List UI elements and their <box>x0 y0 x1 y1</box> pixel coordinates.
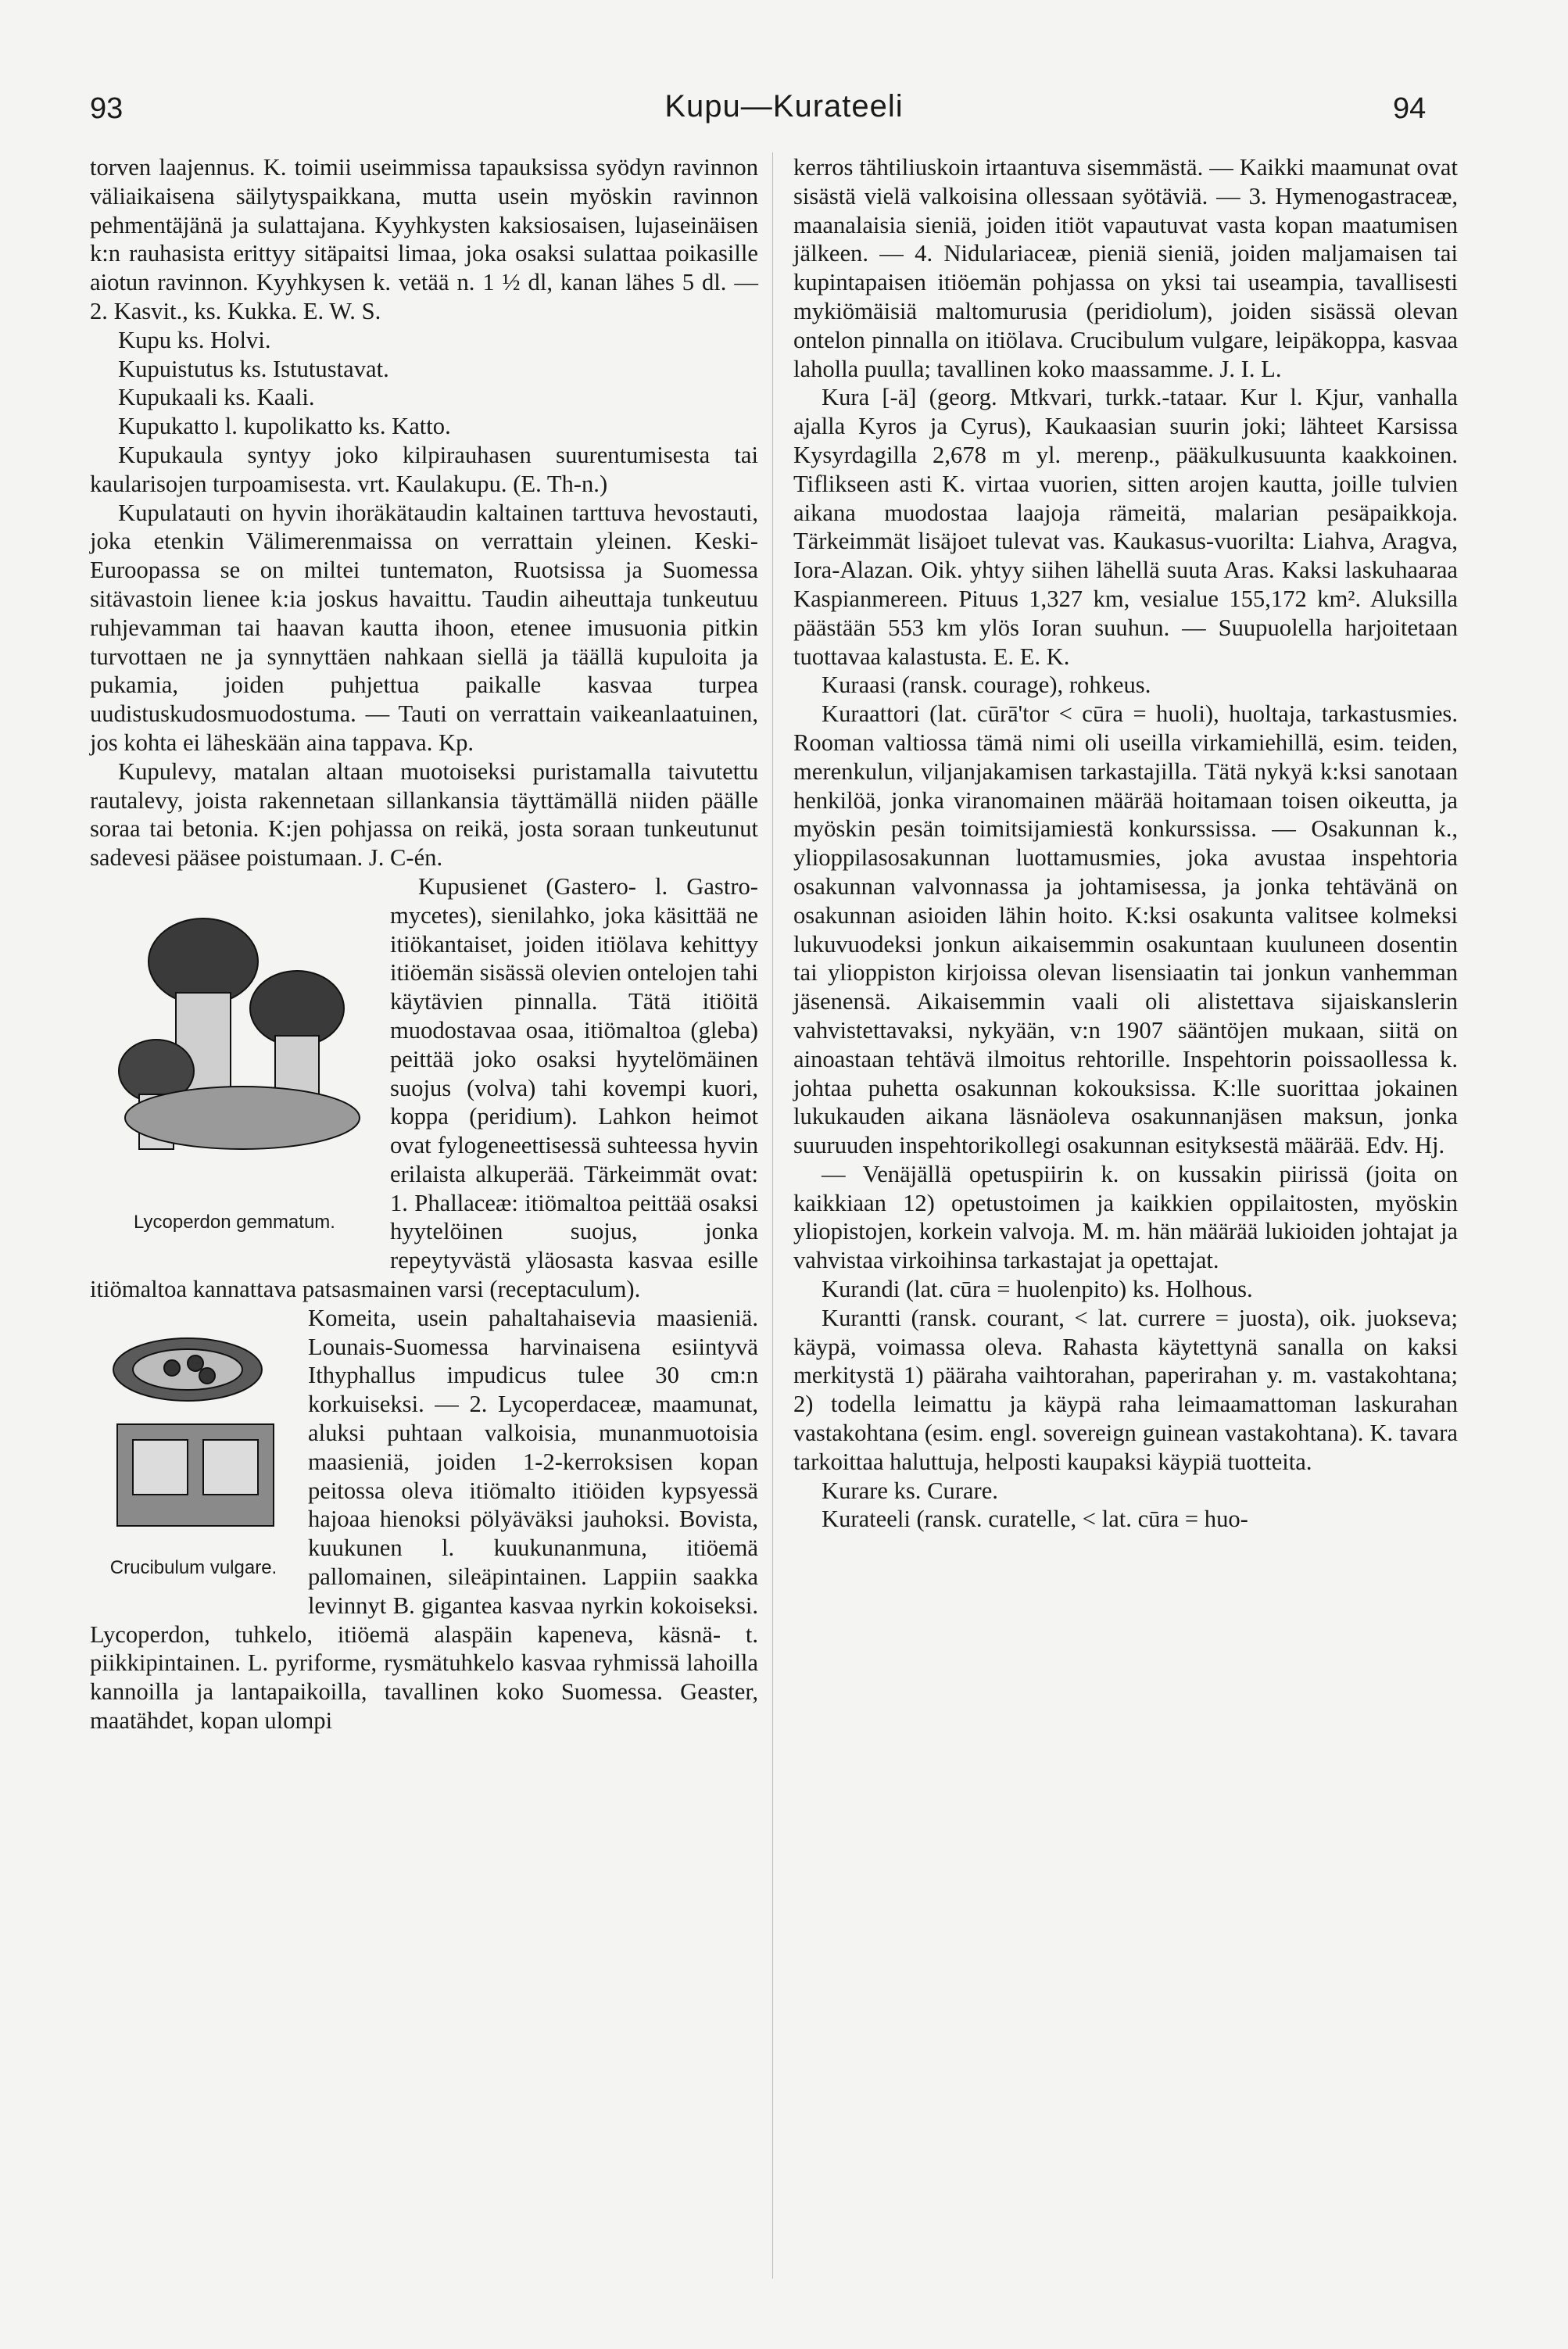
entry-kupusienet-end: kerros tähtiliuskoin irtaantuva sisemmästä. — Kaikki maamunat ovat sisästä vielä valkoisina ollessaan syötäviä. — 3. Hymenogastraceæ, maanalaisia sieniä, joiden itiöt vapautuvat vasta kopan maatumisen jälkeen. — 4. Nidulariaceæ, pieniä sieniä, joiden maljamaisen tai kupintapaisen itiöemän pohjassa on yksi tai useampia, tavallisesti mykiömäisiä maltomurusia (peridiolum), joiden sisässä olevan ontelon pinnalla on itiölava. Crucibulum vulgare, leipäkoppa, kasvaa laholla puulla; tavallinen koko maassamme. J. I. L. <box>793 154 1458 382</box>
entry-kuraattori-venaja: — Venäjällä opetuspiirin k. on kussakin piirissä (joita on kaikkiaan 12) opetustoimen ja kaikkien oppilaitosten, myöskin yliopistojen, korkein valvoja. M. m. hän määrää lukioiden johtajat ja vahvistaa virkoihinsa tarkastajat ja opettajat. <box>793 1160 1458 1274</box>
page-header <box>0 89 1568 131</box>
entry-kurateeli: Kurateeli (ransk. curatelle, < lat. cūra = huo- <box>822 1506 1248 1533</box>
column-divider <box>772 152 773 2279</box>
entry-kura: Kura [-ä] (georg. Mtkvari, turkk.-tataar. Kur l. Kjur, vanhalla ajalla Kyros ja Cyrus), Kaukaasian suurin joki; lähteet Karsissa Kysyrdagilla 2,678 m yl. merenp., pääkulkusuunta kaakkoinen. Tiflikseen asti K. virtaa vuorien, sitten arojen kautta, joille tulvien aikana muodostaa laajoja rämeitä, malarian pesäpaikkoja. Tärkeimmät lisäjoet tulevat vas. Kaukasus-vuorilta: Liahva, Aragva, Iora-Alazan. Oik. yhtyy siihen lähellä suuta Aras. Kaksi laskuhaaraa Kaspianmereen. Pituus 1,327 km, vesialue 155,172 km². Aluksilla päästään 553 km ylös Ioran suuhun. — Suupuolella harjoitetaan tuottavaa kalastusta. E. E. K. <box>793 384 1458 670</box>
entry-kupukaali: Kupukaali ks. Kaali. <box>118 384 315 411</box>
figure-crucibulum <box>90 1307 297 1616</box>
lycoperdon-illustration <box>94 876 375 1212</box>
page-number-right: 94 <box>1393 92 1427 125</box>
right-column <box>793 153 1458 1534</box>
entry-kupukaula: Kupukaula syntyy joko kilpirauhasen suurentumisesta tai kaularisojen turpoamisesta. vrt. Kaulakupu. (E. Th-n.) <box>90 441 758 497</box>
entry-kupuistutus: Kupuistutus ks. Istutustavat. <box>118 355 389 382</box>
entry-kurantti: Kurantti (ransk. courant, < lat. currere = juosta), oik. juokseva; käypä, voimassa oleva. Rahasta käytettynä sanalla on kaksi merkitystä 1) pääraha vaihtorahan, paperirahan y. m. vastakohtana; 2) todella leimattu ja käypä raha leimaamattoman laskurahan vastakohtana (esim. engl. sovereign guinean vastakohtana). K. tavara tarkoittaa haluttuja, helposti kaupaksi käypiä tuotteita. <box>793 1304 1458 1475</box>
entry-kupulatauti: Kupulatauti on hyvin ihoräkätaudin kaltainen tarttuva hevostauti, joka etenkin Välimerenmaissa on verrattain yleinen. Keski-Euroopassa se on miltei tuntematon, Ruotsissa ja Suomessa sitävastoin lienee k:ia joskus havaittu. Taudin aiheuttaja tunkeutuu ruhjevamman tai haavan kautta ihoon, etenee imusuonia pitkin turvottaen ne ja synnyttäen nahkaan siellä ja täällä kupuloita ja pukamia, joiden puhjettua paikalle kasvaa turpea uudistuskudosmuodostuma. — Tauti on verrattain vaikeanlaatuinen, jos kohta ei läheskään aina tappava. Kp. <box>90 499 758 756</box>
figure-caption-lycoperdon: Lycoperdon gemmatum. <box>134 1211 335 1233</box>
left-column <box>90 153 758 1735</box>
entry-kupukatto: Kupukatto l. kupolikatto ks. Katto. <box>118 413 451 440</box>
crucibulum-illustration <box>94 1307 293 1557</box>
page-number-left: 93 <box>90 92 124 125</box>
entry-kuraattori: Kuraattori (lat. cūrā'tor < cūra = huoli), huoltaja, tarkastusmies. Rooman valtiossa tämä nimi oli useilla virkamiehillä, esim. teiden, merenkulun, viljanjakamisen tarkastajilla. Tätä nykyä k:ksi sanotaan henkilöä, jonka viranomainen määrää hoitamaan toisen oikeutta, ja myöskin pesän toimitsijamiestä konkurssissa. — Osakunnan k., ylioppilasosakunnan luottamusmies, joka avustaa inspehtoria osakunnan valvonnassa ja johtamisessa, ja jonka tehtävänä on osakunnan asioiden lähin hoito. K:ksi osakunta valitsee kolmeksi lukuvuodeksi jonkun aikaisemmin osakuntaan kuuluneen dosentin tai ylioppiston kirjoissa olevan lisensiaatin tai jonkun vanhemman jäsenensä. Aikaisemmin vaali oli alistettava sijaiskanslerin vahvistettavaksi, nykyään, v:n 1907 sääntöjen mukaan, siitä on ainoastaan tehtävä ilmoitus rehtorille. Inspehtorin poissaollessa k. johtaa puhetta osakunnan kokouksissa. K:lle suorittaa jokainen lukukauden aikana läsnäoleva osakunnanjäsen maksun, jonka suuruuden inspehtorikollegi osakunnan esityksestä määrää. Edv. Hj. <box>793 700 1458 1159</box>
entry-kupusienet-continued: Komeita, usein pahaltahaisevia maasieniä. Lounais-Suomessa harvinaisena esiintyvä Ithyphallus impudicus tulee 30 cm:n korkuiseksi. — 2. Lycoperdaceæ, maamunat, aluksi puhtaan valkoisia, munanmuotoisia maasieniä, joiden 1-2-kerroksisen kopan peitossa oleva itiömalto itiöiden kypsyessä hajoaa hienoksi pölyäväksi jauhoksi. Bovista, kuukunen l. kuukunanmuna, itiöemä pallomainen, sileäpintainen. Lappiin saakka levinnyt B. gigantea kasvaa nyrkin kokoiseksi. Lycoperdon, tuhkelo, itiöemä alaspäin kapeneva, käsnä- t. piikkipintainen. L. pyriforme, rysmätuhkelo kasvaa ryhmissä lahoilla kannoilla ja lantapaikoilla, tavallinen koko Suomessa. Geaster, maatähdet, kopan ulompi <box>90 1304 758 1735</box>
entry-kupu: Kupu ks. Holvi. <box>118 326 271 353</box>
entry-kuraasi: Kuraasi (ransk. courage), rohkeus. <box>822 671 1151 699</box>
entry-kurare: Kurare ks. Curare. <box>822 1477 998 1504</box>
entry-continuation: torven laajennus. K. toimii useimmissa tapauksissa syödyn ravinnon väliaikaisena säilytyspaikkana, mutta usein myöskin ravinnon pehmentäjänä ja sulattajana. Kyyhkysten kaksiosaisen, lujaseinäisen k:n rauhasista erittyy sitäpaitsi limaa, joka osaksi sulattaa poikasille aiotun ravinnon. Kyyhkysen k. vetää n. 1 ½ dl, kanan lähes 5 dl. — 2. Kasvit., ks. Kukka. E. W. S. <box>90 154 758 324</box>
entry-kupusienet: Kupusienet (Gastero- l. Gastro-mycetes), sienilahko, joka käsittää ne itiökantaiset, joiden itiölava kehittyy itiöemän sisässä olevien ontelojen tahi käytävien pinnalla. Tätä itiöitä muodostavaa osaa, itiömaltoa (gleba) peittää joko osaksi hyytelömäinen suojus (volva) tahi kovempi kuori, koppa (peridium). Lahkon heimot ovat fylogeneettisessä suhteessa hyvin erilaista alkuperää. Tärkeimmät ovat: 1. Phallaceæ: itiömaltoa peittää osaksi hyytelöinen suojus, jonka repeytyvästä yläosasta kasvaa esille itiömaltoa kannattava patsasmainen varsi (receptaculum). <box>90 872 758 1303</box>
entry-kupulevy: Kupulevy, matalan altaan muotoiseksi puristamalla taivutettu rautalevy, joista rakennetaan sillankansia täyttämällä niiden päälle soraa tai betonia. K:jen pohjassa on reikä, josta soraan tunkeutunut sadevesi pääsee poistumaan. J. C-én. <box>90 757 758 872</box>
figure-caption-crucibulum: Crucibulum vulgare. <box>109 1556 277 1578</box>
running-title: Kupu—Kurateeli <box>664 89 904 124</box>
entry-kurandi: Kurandi (lat. cūra = huolenpito) ks. Holhous. <box>822 1276 1253 1303</box>
figure-lycoperdon <box>90 876 379 1259</box>
